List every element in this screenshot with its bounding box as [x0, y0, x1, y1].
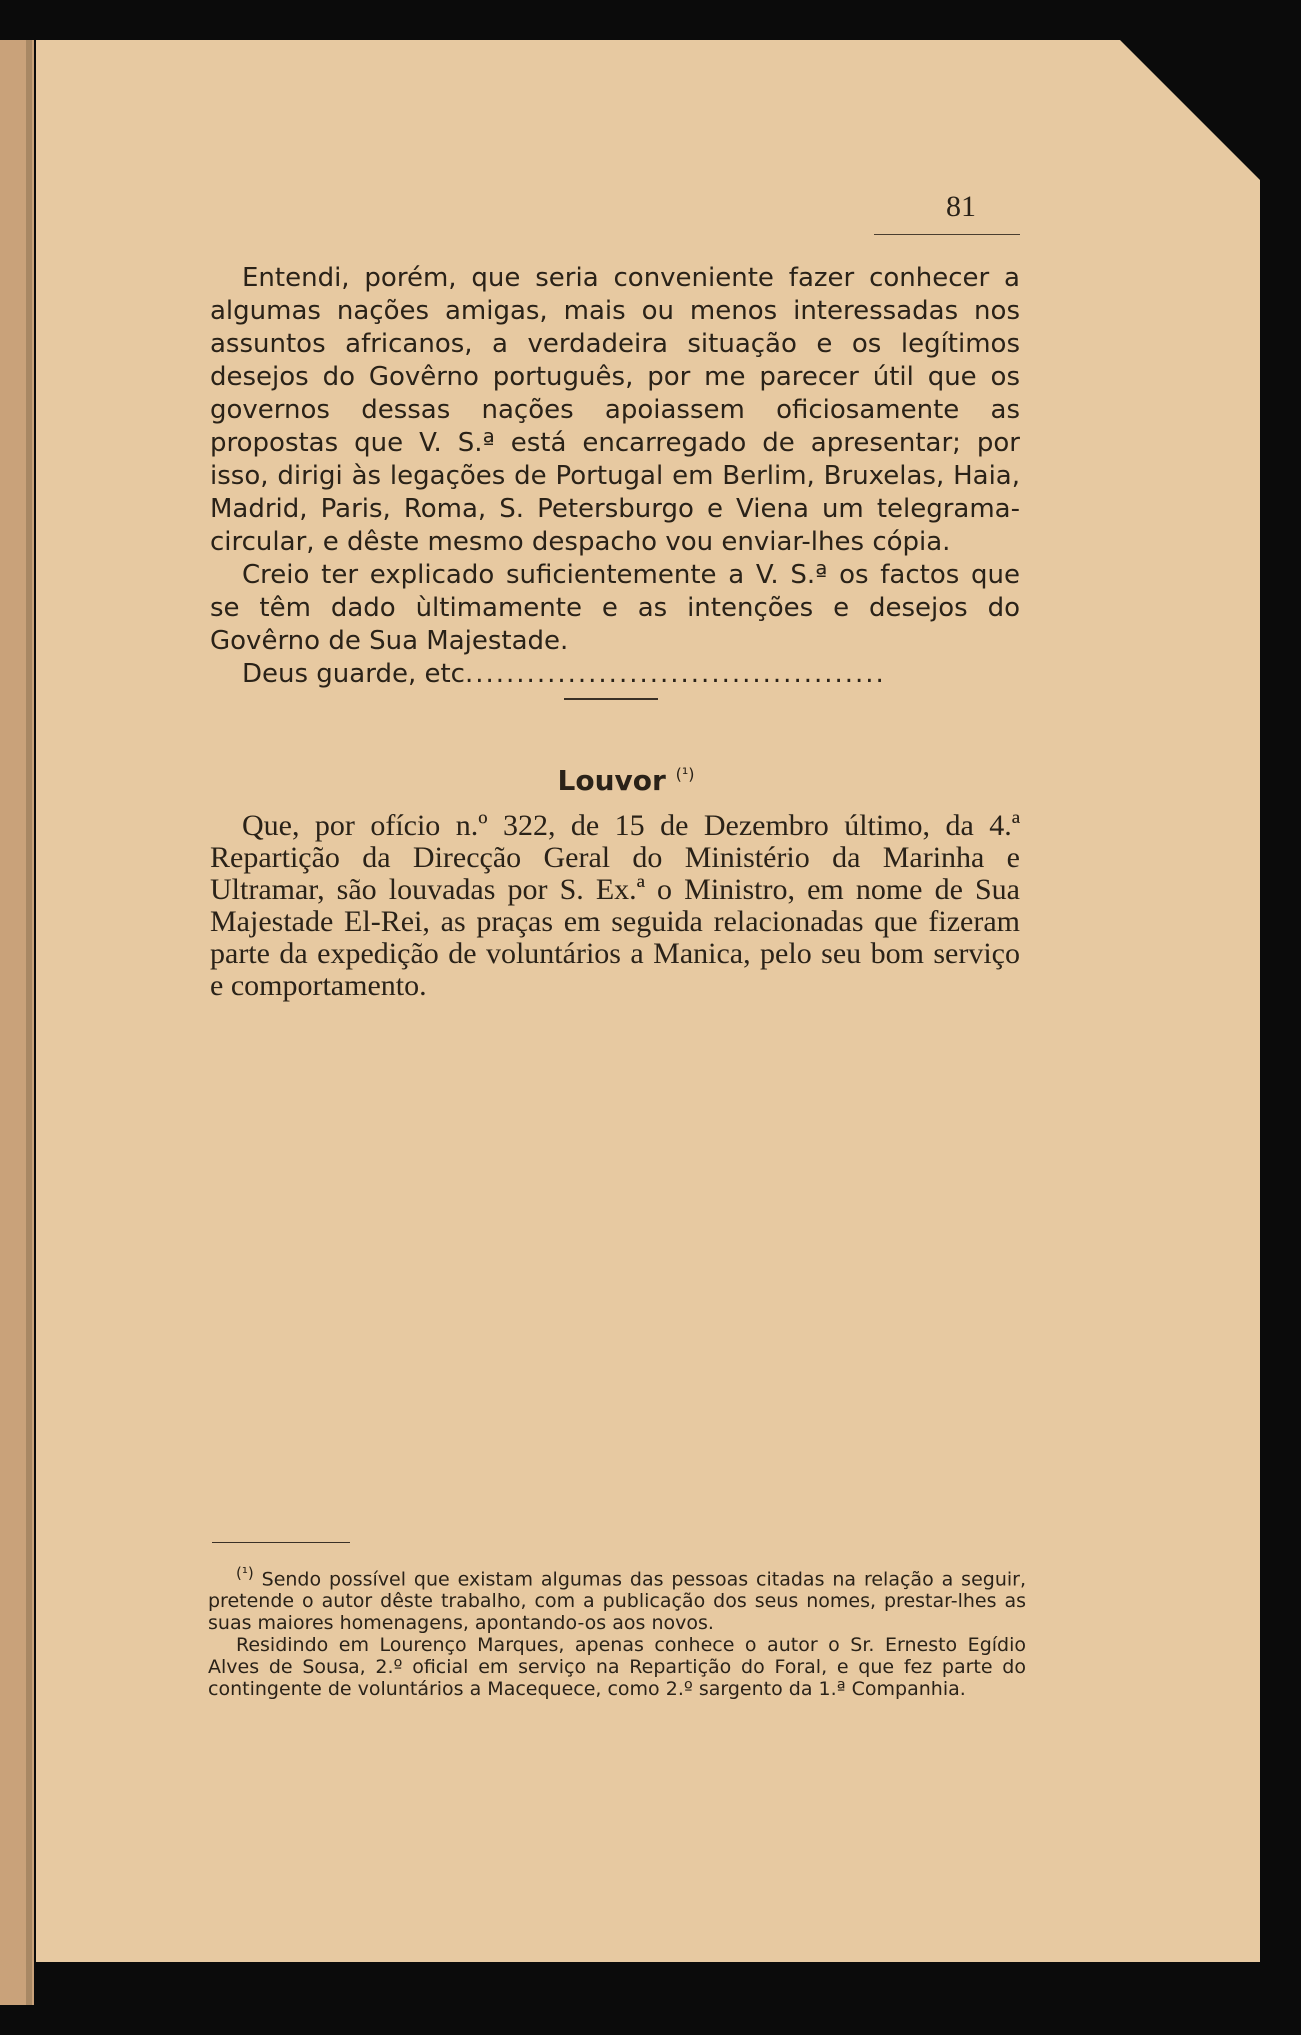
- letter-closing: [210, 658, 1020, 691]
- section-footnote-ref: (¹): [675, 764, 695, 784]
- section-title: Louvor: [557, 764, 666, 797]
- footnote-rule: [212, 1542, 350, 1543]
- section-heading: [506, 764, 746, 797]
- louvor-body: Que, por ofício n.º 322, de 15 de Dezembro último, da 4.ª Repartição da Direcção Geral do Ministério da Marinha e Ultramar, são louvadas por S. Ex.ª o Ministro, em nome de Sua Majestade El-Rei, as praças em seguida relacionadas que fizeram parte da expedição de voluntários a Manica, pelo seu bom serviço e comportamento.: [210, 809, 1020, 1002]
- footnote-paragraph: [208, 1562, 1026, 1634]
- folded-corner: [1120, 40, 1260, 180]
- page-binding-edge: [26, 40, 32, 2005]
- document-page: [36, 40, 1260, 1962]
- footnote-marker: (¹): [236, 1564, 254, 1582]
- page-number: 81: [946, 190, 976, 223]
- closing-dot-leader: .........................................: [464, 659, 886, 689]
- section-divider: [564, 698, 658, 700]
- page-number-rule: [874, 234, 1020, 235]
- letter-body: [210, 262, 1020, 691]
- footnotes: [208, 1562, 1026, 1700]
- letter-paragraph: Creio ter explicado suficientemente a V. S.ª os factos que se têm dado ùltimamente e as intenções e desejos do Govêrno de Sua Majestade.: [210, 560, 1020, 656]
- footnote-paragraph: Residindo em Lourenço Marques, apenas conhece o autor o Sr. Ernesto Egídio Alves de Sousa, 2.º oficial em serviço na Repartição do Foral, e que fez parte do contingente de voluntários a Macequece, como 2.º sargento da 1.ª Companhia.: [208, 1634, 1026, 1701]
- letter-paragraph: Entendi, porém, que seria conveniente fazer conhecer a algumas nações amigas, mais ou menos interessadas nos assuntos africanos, a verdadeira situação e os legítimos desejos do Govêrno português, por me parecer útil que os governos dessas nações apoiassem oficiosamente as propostas que V. S.ª está encarregado de apresentar; por isso, dirigi às legações de Portugal em Berlim, Bruxelas, Haia, Madrid, Paris, Roma, S. Petersburgo e Viena um telegrama-circular, e dêste mesmo despacho vou enviar-lhes cópia.: [210, 263, 1020, 557]
- closing-text: Deus guarde, etc: [242, 659, 465, 689]
- footnote-text: Sendo possível que existam algumas das pessoas citadas na relação a seguir, pretende o autor dêste trabalho, com a publicação dos seus nomes, prestar-lhes as suas maiores homenagens, apontando-os aos novos.: [208, 1568, 1026, 1635]
